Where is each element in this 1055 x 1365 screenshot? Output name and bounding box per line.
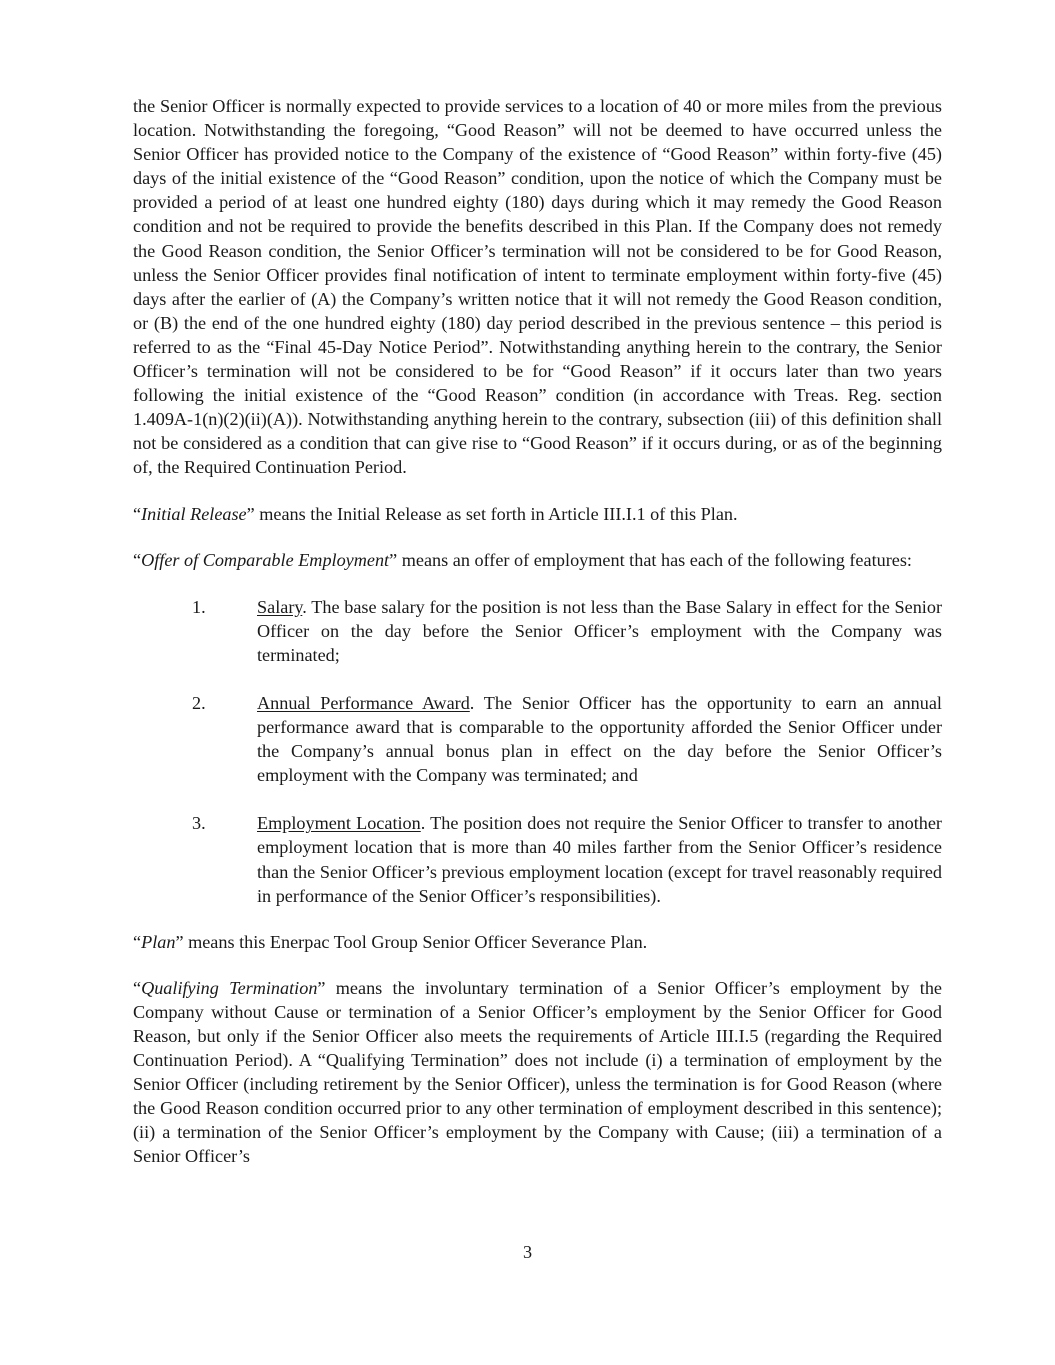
item-body: . The position does not require the Senior Officer to transfer to another employment location that is more than 40 miles farther from the Senior Officer’s residence than the Senior Officer’s previous employment location (except for travel reasonably required in performance of the Senior Officer’s responsibilities). bbox=[257, 813, 942, 906]
item-heading: Annual Performance Award bbox=[257, 692, 470, 713]
open-quote: “ bbox=[133, 549, 142, 570]
document-page bbox=[133, 94, 942, 1169]
item-number: 3. bbox=[192, 813, 206, 834]
definition-text: means this Enerpac Tool Group Senior Officer Severance Plan. bbox=[183, 931, 648, 952]
defined-term-offer: Offer of Comparable Employment bbox=[141, 549, 390, 570]
item-body: . The Senior Officer has the opportunity to earn an annual performance award that is comparable to the opportunity afforded the Senior Officer under the Company’s annual bonus plan in effect on the day before the Senior Officer’s employment with the Company was terminated; and bbox=[257, 692, 942, 786]
item-body: . The base salary for the position is not less than the Base Salary in effect for the Senior Officer on the day before the Senior Officer’s employment with the Company was terminated; bbox=[257, 596, 942, 665]
qualifying-termination-definition bbox=[133, 976, 942, 1169]
plan-definition bbox=[133, 930, 942, 954]
list-item bbox=[133, 595, 942, 667]
defined-term-initial-release: Initial Release bbox=[141, 503, 247, 524]
item-heading: Salary bbox=[257, 596, 303, 617]
item-text bbox=[257, 811, 942, 907]
item-number: 2. bbox=[192, 692, 206, 713]
item-heading: Employment Location bbox=[257, 813, 421, 834]
list-item bbox=[133, 691, 942, 787]
open-quote: “ bbox=[133, 977, 142, 998]
close-quote: ” bbox=[175, 931, 184, 952]
list-item bbox=[133, 811, 942, 907]
item-text bbox=[257, 691, 942, 787]
item-text bbox=[257, 595, 942, 667]
good-reason-continuation-paragraph: the Senior Officer is normally expected to provide services to a location of 40 or more miles from the previous location. Notwithstanding the foregoing, “Good Reason” will not be deemed to have occurred unless the Senior Officer has provided notice to the Company of the existence of “Good Reason” within forty-five (45) days of the initial existence of the “Good Reason” condition, upon the notice of which the Company must be provided a period of at least one hundred eighty (180) days during which it may remedy the Good Reason condition and not be required to provide the benefits described in this Plan. If the Company does not remedy the Good Reason condition, the Senior Officer’s termination will not be considered to be for Good Reason, unless the Senior Officer provides final notification of intent to terminate employment within forty-five (45) days after the earlier of (A) the Company’s written notice that it will not remedy the Good Reason condition, or (B) the end of the one hundred eighty (180) day period described in the previous sentence – this period is referred to as the “Final 45-Day Notice Period”. Notwithstanding anything herein to the contrary, the Senior Officer’s termination will not be considered to be for “Good Reason” if it occurs later than two years following the initial existence of the “Good Reason” condition (in accordance with Treas. Reg. section 1.409A-1(n)(2)(ii)(A)). Notwithstanding anything herein to the contrary, subsection (iii) of this definition shall not be considered as a condition that can give rise to “Good Reason” if it occurs during, or as of the beginning of, the Required Continuation Period. bbox=[133, 96, 942, 478]
close-quote: ” bbox=[389, 549, 398, 570]
close-quote: ” bbox=[317, 977, 326, 998]
definition-text: means the Initial Release as set forth in Article III.I.1 of this Plan. bbox=[254, 503, 738, 524]
open-quote: “ bbox=[133, 503, 142, 524]
defined-term-plan: Plan bbox=[141, 931, 176, 952]
item-number: 1. bbox=[192, 596, 206, 617]
definition-text: means an offer of employment that has each of the following features: bbox=[397, 549, 912, 570]
close-quote: ” bbox=[246, 503, 255, 524]
offer-features-list bbox=[133, 595, 942, 908]
open-quote: “ bbox=[133, 931, 142, 952]
definition-text: means the involuntary termination of a Senior Officer’s employment by the Company without Cause or termination of a Senior Officer’s employment by the Senior Officer for Good Reason, but only if the Senior Officer also meets the requirements of Article III.I.5 (regarding the Required Continuation Period). A “Qualifying Termination” does not include (i) a termination of employment by the Senior Officer (including retirement by the Senior Officer), unless the termination is for Good Reason (where the Good Reason condition occurred prior to any other termination of employment described in this sentence); (ii) a termination of the Senior Officer’s employment by the Company with Cause; (iii) a termination of a Senior Officer’s bbox=[133, 977, 942, 1167]
initial-release-definition bbox=[133, 502, 942, 526]
defined-term-qualifying-termination: Qualifying Termination bbox=[141, 977, 318, 998]
offer-definition bbox=[133, 548, 942, 572]
page-number: 3 bbox=[522, 1242, 533, 1262]
